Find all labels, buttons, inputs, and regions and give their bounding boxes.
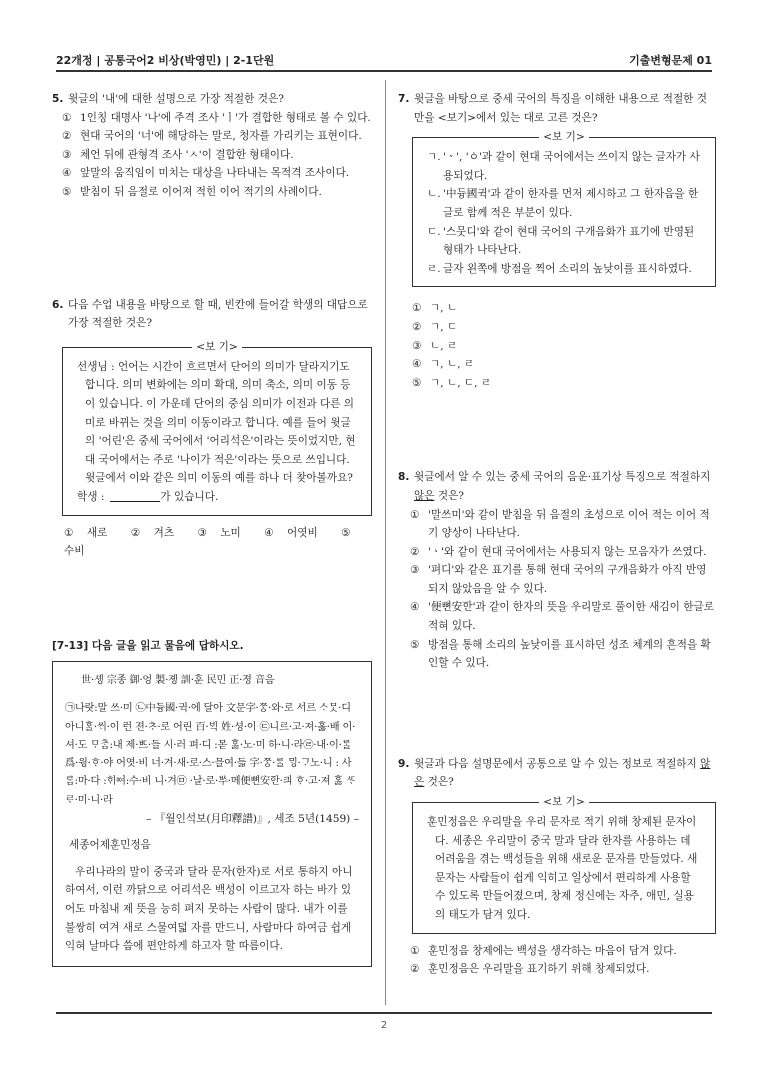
question-5: [52, 90, 372, 202]
modern-title: 세종어제훈민정음: [69, 839, 151, 852]
passage-title-line: 世·솅 宗종 御·엉 製·졩 訓·훈 民민 正·졍 音음: [81, 675, 275, 687]
option-4[interactable]: ④ ㄱ, ㄴ, ㄹ: [412, 358, 475, 371]
option-5[interactable]: ⑤ ㄱ, ㄴ, ㄷ, ㄹ: [412, 376, 492, 389]
question-text: 윗글과 다음 설명문에서 공통으로 알 수 있는 정보로 적절하지 않은 것은?: [414, 757, 711, 789]
passage-section: [52, 637, 372, 967]
bogi-item-b: ㄴ. '中듕國귁'과 같이 한자를 먼저 제시하고 그 한자음을 한글로 함께 적은 부분이 있다.: [427, 188, 699, 219]
question-7: [398, 90, 716, 392]
option-4[interactable]: ④ 앞말의 움직임이 미치는 대상을 나타내는 목적격 조사이다.: [62, 167, 350, 180]
header-worksheet-label: 기출변형문제 01: [629, 54, 712, 67]
bogi-box: [412, 131, 716, 287]
question-number: 8.: [398, 471, 410, 484]
bogi-item-c: ㄷ. '스뭇디'와 같이 현대 국어의 구개음화가 표기에 반영된 형태가 나타난다.: [427, 225, 695, 257]
question-9: [398, 755, 716, 979]
inline-options: [64, 524, 372, 561]
option-4[interactable]: ④ '便뼌安ᅙᅡᆫ'과 같이 한자의 뜻을 우리말로 풀이한 새김이 한글로 적혀 있다.: [410, 601, 714, 633]
question-number: 6.: [52, 298, 64, 311]
left-column: [52, 90, 372, 967]
option-2[interactable]: ② 현대 국어의 '너'에 해당하는 말로, 청자를 가리키는 표현이다.: [62, 130, 362, 143]
modern-text: 우리나라의 말이 중국과 달라 문자(한자)로 서로 통하지 아니하여서, 이런 까닭으로 어리석은 백성이 이르고자 하는 바가 있어도 마침내 제 뜻을 능히 펴지 못하는 사람이 많다. 내가 이를 불쌍히 여겨 새로 스물여덟 자를 만드니, 사람마다 하여금 쉽게 익혀 날마다 씀에 편안하게 하고자 할 따름이다.: [65, 865, 353, 953]
bogi-item-d: ㄹ. 글자 왼쪽에 방점을 찍어 소리의 높낮이를 표시하였다.: [427, 262, 692, 275]
option-2[interactable]: ② ㄱ, ㄷ: [412, 320, 458, 333]
question-6: [52, 296, 372, 561]
option-1[interactable]: ① 1인칭 대명사 '나'에 주격 조사 'ㅣ'가 결합한 형태로 볼 수 있다.: [62, 111, 371, 124]
option-1[interactable]: ① 훈민정음 창제에는 백성을 생각하는 마음이 담겨 있다.: [410, 944, 677, 957]
header-title: 22개정 | 공통국어2 비상(박영민) | 2-1단원: [56, 54, 275, 67]
question-text: 윗글에서 알 수 있는 중세 국어의 음운·표기상 특징으로 적절하지 않은 것은?: [414, 471, 711, 502]
footer-rule: [56, 1012, 712, 1014]
passage-old-text: ㉠나랏:말 쓰·미 ㉡中듕國·귁·에 달아 文문字·ᄍᆞᆼ·와·로 서르 ᄉᆞᄆᆞᆺ·디 아니ᄒᆞᆯ·ᄊᆡ·이 런 젼·ᄎᆞ·로 어린 百·ᄇᆡᆨ 姓·셩·이 ㉢니르·고·져·홇·배 이·셔·도 ᄆᆞᄎᆞᆷ:내 제·ᄠᅳ·들 시·러 펴·디 :몯 ᄒᆞᇙ·노·미 하·니·라㉣·내·이·ᄅᆞᆯ 爲·윙·ᄒᆞ·야 어엿·비 너·겨·새·로·스·믈여·듧 字·ᄍᆞᆼ·ᄅᆞᆯ ᄆᆡᆼ·ᄀᆞ노·니 : 사 ᄅᆞᆷ:마·다 :ᄒᆡᅇᅧ:수·비 니·겨㉤ ·날·로·ᄡᅮ·메便뼌安ᅙᅡᆫ·킈 ᄒᆞ·고·져 ᄒᆞᇙ ᄯᆞᄅᆞ·미·니·라: [65, 703, 356, 806]
question-number: 9.: [398, 757, 410, 770]
question-text: 다음 수업 내용을 바탕으로 할 때, 빈칸에 들어갈 학생의 대답으로 가장 적절한 것은?: [68, 298, 368, 330]
question-number: 7.: [398, 93, 410, 105]
student-line: 학생 : 가 있습니다.: [77, 490, 219, 503]
bogi-item-a: ㄱ. 'ㆍ', 'ㆁ'과 같이 현대 국어에서는 쓰이지 않는 글자가 사용되었다.: [427, 151, 700, 182]
passage-box: [52, 661, 372, 967]
option-3[interactable]: ③ 노미: [197, 526, 241, 539]
option-2[interactable]: ② 훈민정음은 우리말을 표기하기 위해 창제되었다.: [410, 963, 650, 976]
option-3[interactable]: ③ ㄴ, ㄹ: [412, 339, 458, 352]
bogi-box: [412, 796, 716, 934]
right-column: [398, 90, 716, 979]
option-2[interactable]: ② 'ㆍ'와 같이 현대 국어에서는 사용되지 않는 모음자가 쓰였다.: [410, 545, 707, 558]
bogi-box: [62, 340, 372, 516]
option-5[interactable]: ⑤ 받침이 뒤 음절로 이어져 적힌 이어 적기의 사례이다.: [62, 185, 322, 198]
column-divider: [385, 80, 386, 1005]
option-1[interactable]: ① ㄱ, ㄴ: [412, 302, 458, 315]
option-2[interactable]: ② 겨츠: [130, 526, 175, 539]
bogi-text: 훈민정음은 우리말을 우리 문자로 적기 위해 창제된 문자이다. 세종은 우리말이 중국 말과 달라 한자를 사용하는 데 어려움을 겪는 백성들을 위해 새로운 문자를 만들었다. 새 문자는 사람들이 쉽게 익히고 일상에서 편리하게 사용할 수 있도록 만들어졌으며, 창제 정신에는 자주, 애민, 실용의 태도가 담겨 있다.: [427, 816, 698, 921]
option-5[interactable]: ⑤ 수비: [64, 526, 351, 558]
option-1[interactable]: ① 새로: [64, 526, 108, 539]
answer-blank: [110, 489, 160, 502]
option-4[interactable]: ④ 어엿비: [264, 526, 318, 539]
bogi-title: <보 기>: [192, 341, 242, 353]
header-rule: [56, 70, 712, 72]
option-1[interactable]: ① '말쓰미'와 같이 받침을 뒤 음절의 초성으로 이어 적는 이어 적기 양상이 나타난다.: [410, 508, 710, 540]
option-5[interactable]: ⑤ 방점을 통해 소리의 높낮이를 표시하던 성조 체계의 흔적을 확인할 수 있다.: [410, 638, 711, 670]
question-8: [398, 468, 716, 673]
bogi-text: 선생님 : 언어는 시간이 흐르면서 단어의 의미가 달라지기도 합니다. 의미 변화에는 의미 확대, 의미 축소, 의미 이동 등이 있습니다. 이 가운데 단어의 중심 의미가 이전과 다른 의미로 바뀌는 것을 의미 이동이라고 합니다. 예를 들어 윗글의 '어린'은 중세 국어에서 '어리석은'이라는 뜻이었지만, 현대 국어에서는 주로 '나이가 적은'이라는 뜻으로 쓰입니다. 윗글에서 이와 같은 의미 이동의 예를 하나 더 찾아볼까요?: [77, 360, 356, 485]
passage-heading: [7-13] 다음 글을 읽고 물음에 답하시오.: [52, 639, 244, 652]
bogi-title: <보 기>: [539, 131, 589, 143]
page-number: 2: [380, 1020, 388, 1031]
passage-citation: – 『월인석보(月印釋譜)』, 세조 5년(1459) –: [146, 812, 359, 825]
option-3[interactable]: ③ '펴디'와 같은 표기를 통해 현대 국어의 구개음화가 아직 반영되지 않았음을 알 수 있다.: [410, 564, 707, 595]
question-number: 5.: [52, 93, 64, 105]
question-text: 윗글의 '내'에 대한 설명으로 가장 적절한 것은?: [68, 93, 284, 105]
question-text: 윗글을 바탕으로 중세 국어의 특징을 이해한 내용으로 적절한 것만을 <보기>에서 있는 대로 고른 것은?: [414, 93, 708, 124]
bogi-title: <보 기>: [539, 796, 589, 808]
option-3[interactable]: ③ 체언 뒤에 관형격 조사 'ㅅ'이 결합한 형태이다.: [62, 148, 294, 161]
